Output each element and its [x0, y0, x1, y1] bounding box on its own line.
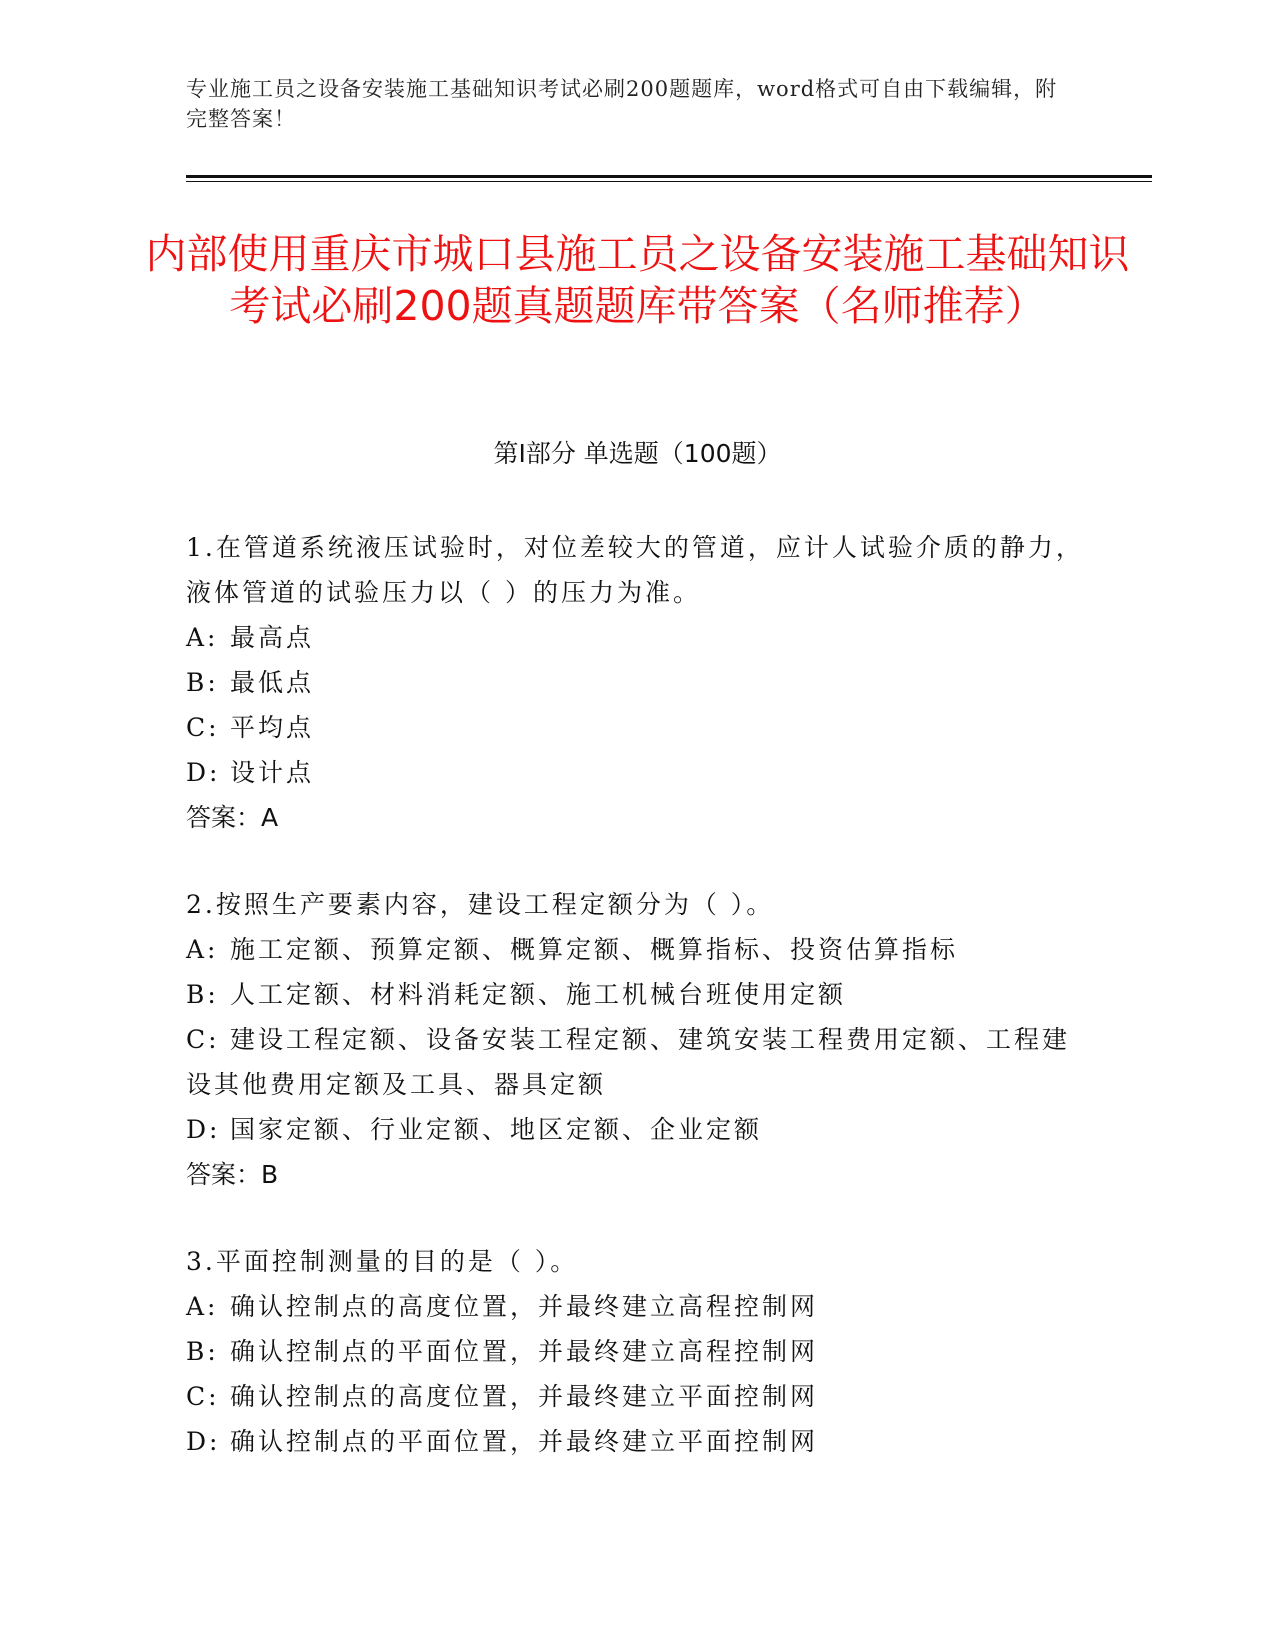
- option-b: [186, 1329, 1086, 1374]
- option-text: 确认控制点的平面位置，并最终建立平面控制网: [230, 1427, 819, 1456]
- option-text: 人工定额、材料消耗定额、施工机械台班使用定额: [230, 980, 847, 1009]
- option-text: 建设工程定额、设备安装工程定额、建筑安装工程费用定额、工程建设其他费用定额及工具、器具定额: [186, 1025, 1071, 1099]
- question-1: [186, 525, 1086, 840]
- question-list: [186, 525, 1086, 1506]
- option-letter: B:: [186, 980, 219, 1009]
- option-text: 确认控制点的高度位置，并最终建立高程控制网: [230, 1292, 819, 1321]
- option-c: [186, 1374, 1086, 1419]
- option-a: [186, 615, 1086, 660]
- option-letter: C:: [186, 1382, 220, 1411]
- option-letter: C:: [186, 1025, 220, 1054]
- option-b: [186, 972, 1086, 1017]
- answer-line: 答案：B: [186, 1160, 279, 1189]
- option-text: 平均点: [230, 713, 315, 742]
- option-letter: B:: [186, 1337, 219, 1366]
- option-b: [186, 660, 1086, 705]
- header-divider-thin: [186, 181, 1152, 182]
- option-d: [186, 1107, 1086, 1152]
- header-note: 专业施工员之设备安装施工基础知识考试必刷200题题库，word格式可自由下载编辑，附完整答案！: [186, 77, 1058, 131]
- option-text: 施工定额、预算定额、概算定额、概算指标、投资估算指标: [230, 935, 959, 964]
- question-stem: 2.按照生产要素内容，建设工程定额分为（ ）。: [186, 890, 775, 919]
- section-heading: 第Ⅰ部分 单选题（100题）: [493, 439, 782, 468]
- question-2: [186, 882, 1086, 1197]
- question-stem: 3.平面控制测量的目的是（ ）。: [186, 1247, 579, 1276]
- header-divider-thick: [186, 175, 1152, 178]
- option-letter: B:: [186, 668, 219, 697]
- option-text: 最高点: [230, 623, 315, 652]
- option-text: 确认控制点的高度位置，并最终建立平面控制网: [230, 1382, 819, 1411]
- option-d: [186, 750, 1086, 795]
- option-letter: D:: [186, 1427, 221, 1456]
- option-letter: C:: [186, 713, 220, 742]
- option-text: 确认控制点的平面位置，并最终建立高程控制网: [230, 1337, 819, 1366]
- option-c: [186, 705, 1086, 750]
- option-d: [186, 1419, 1086, 1464]
- option-a: [186, 927, 1086, 972]
- option-text: 最低点: [230, 668, 315, 697]
- option-text: 国家定额、行业定额、地区定额、企业定额: [230, 1115, 763, 1144]
- option-letter: A:: [186, 935, 219, 964]
- option-text: 设计点: [230, 758, 315, 787]
- option-a: [186, 1284, 1086, 1329]
- option-letter: A:: [186, 623, 219, 652]
- document-title: 内部使用重庆市城口县施工员之设备安装施工基础知识考试必刷200题真题题库带答案（名师推荐）: [145, 230, 1130, 330]
- option-letter: A:: [186, 1292, 219, 1321]
- answer-line: 答案：A: [186, 803, 279, 832]
- option-letter: D:: [186, 1115, 221, 1144]
- question-3: [186, 1239, 1086, 1464]
- option-c: [186, 1017, 1086, 1107]
- question-stem: 1.在管道系统液压试验时，对位差较大的管道，应计人试验介质的静力，液体管道的试验压力以（ ）的压力为准。: [186, 533, 1084, 607]
- option-letter: D:: [186, 758, 221, 787]
